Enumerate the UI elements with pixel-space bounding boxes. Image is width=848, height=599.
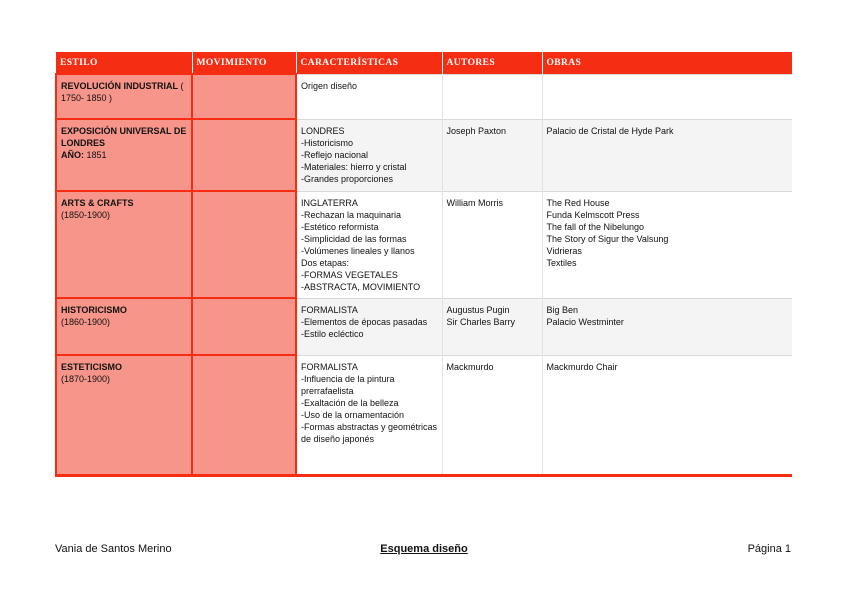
caracteristica-line: FORMALISTA [301, 361, 358, 372]
autores-cell [442, 298, 542, 355]
caracteristica-line: -Exaltación de la belleza [301, 397, 399, 408]
autores-cell [442, 119, 542, 191]
estilo-date: (1860-1900) [61, 317, 111, 327]
autor-line: Mackmurdo [446, 361, 494, 372]
estilo-name: ARTS & CRAFTS [61, 198, 134, 208]
caracteristica-line: -Influencia de la pintura prerrafaelista [301, 373, 395, 396]
obras-cell [542, 355, 792, 475]
estilo-name: REVOLUCIÓN INDUSTRIAL [61, 81, 178, 91]
table-row [56, 191, 792, 298]
movimiento-cell [192, 74, 296, 119]
movimiento-cell [192, 298, 296, 355]
footer-page-number: Página 1 [747, 543, 791, 555]
autor-line: William Morris [446, 197, 503, 208]
obra-line: The Red House [546, 197, 610, 208]
estilo-name: HISTORICISMO [61, 305, 127, 315]
header-autores: AUTORES [442, 52, 542, 74]
obras-cell [542, 191, 792, 298]
estilo-cell [56, 298, 192, 355]
footer-title: Esquema diseño [380, 543, 468, 555]
autor-line: Joseph Paxton [446, 125, 507, 136]
header-obras: OBRAS [542, 52, 792, 74]
caracteristicas-cell [296, 119, 442, 191]
caracteristica-line: -Rechazan la maquinaria [301, 209, 402, 220]
styles-table [55, 52, 792, 477]
estilo-name: EXPOSICIÓN UNIVERSAL DE LONDRES [61, 126, 187, 148]
obra-line: Palacio de Cristal de Hyde Park [546, 125, 674, 136]
obra-line: The fall of the Nibelungo [546, 221, 645, 232]
caracteristica-line: -Grandes proporciones [301, 173, 394, 184]
header-movimiento: MOVIMIENTO [192, 52, 296, 74]
caracteristica-line: -Simplicidad de las formas [301, 233, 407, 244]
caracteristica-line: INGLATERRA [301, 197, 358, 208]
caracteristica-line: -Estético reformista [301, 221, 379, 232]
caracteristicas-cell [296, 191, 442, 298]
table-row [56, 298, 792, 355]
obra-line: Big Ben [546, 304, 579, 315]
estilo-date: 1851 [86, 150, 107, 160]
caracteristicas-cell [296, 298, 442, 355]
estilo-year-label: AÑO: [61, 150, 84, 160]
estilo-date: (1850-1900) [61, 210, 111, 220]
table-header-row [56, 52, 792, 74]
estilo-date: ( 1750- 1850 ) [61, 81, 184, 103]
footer-author: Vania de Santos Merino [55, 543, 172, 555]
estilo-cell [56, 191, 192, 298]
caracteristica-line: -Formas abstractas y geométricas de diseño japonés [301, 421, 438, 444]
caracteristica-line: -Elementos de épocas pasadas [301, 316, 428, 327]
obra-line: Vidrieras [546, 245, 582, 256]
table-row [56, 74, 792, 119]
caracteristica-line: Origen diseño [301, 80, 358, 91]
caracteristicas-cell [296, 355, 442, 475]
autor-line: Sir Charles Barry [446, 316, 516, 327]
table-row [56, 119, 792, 191]
estilo-name: ESTETICISMO [61, 362, 123, 372]
caracteristica-line: -ABSTRACTA, MOVIMIENTO [301, 281, 421, 292]
estilo-date: (1870-1900) [61, 374, 111, 384]
estilo-cell [56, 355, 192, 475]
caracteristica-line: -Historicismo [301, 137, 354, 148]
estilo-cell [56, 119, 192, 191]
header-caracteristicas: CARACTERÍSTICAS [296, 52, 442, 74]
obras-cell [542, 119, 792, 191]
caracteristica-line: -Reflejo nacional [301, 149, 369, 160]
autores-cell [442, 74, 542, 119]
caracteristica-line: LONDRES [301, 125, 345, 136]
obra-line: The Story of Sigur the Valsung [546, 233, 669, 244]
caracteristica-line: FORMALISTA [301, 304, 358, 315]
caracteristica-line: -Volúmenes lineales y llanos [301, 245, 415, 256]
obra-line: Palacio Westminter [546, 316, 624, 327]
header-estilo: ESTILO [56, 52, 192, 74]
caracteristica-line: -FORMAS VEGETALES [301, 269, 398, 280]
table-row [56, 355, 792, 475]
caracteristica-line: -Materiales: hierro y cristal [301, 161, 407, 172]
obra-line: Funda Kelmscott Press [546, 209, 640, 220]
movimiento-cell [192, 191, 296, 298]
estilo-cell [56, 74, 192, 119]
autores-cell [442, 191, 542, 298]
caracteristica-line: -Uso de la ornamentación [301, 409, 405, 420]
autores-cell [442, 355, 542, 475]
caracteristica-line: Dos etapas: [301, 257, 350, 268]
obra-line: Textiles [546, 257, 577, 268]
autor-line: Augustus Pugin [446, 304, 510, 315]
obras-cell [542, 298, 792, 355]
obras-cell [542, 74, 792, 119]
caracteristica-line: -Estilo ecléctico [301, 328, 364, 339]
caracteristicas-cell [296, 74, 442, 119]
movimiento-cell [192, 355, 296, 475]
obra-line: Mackmurdo Chair [546, 361, 618, 372]
movimiento-cell [192, 119, 296, 191]
